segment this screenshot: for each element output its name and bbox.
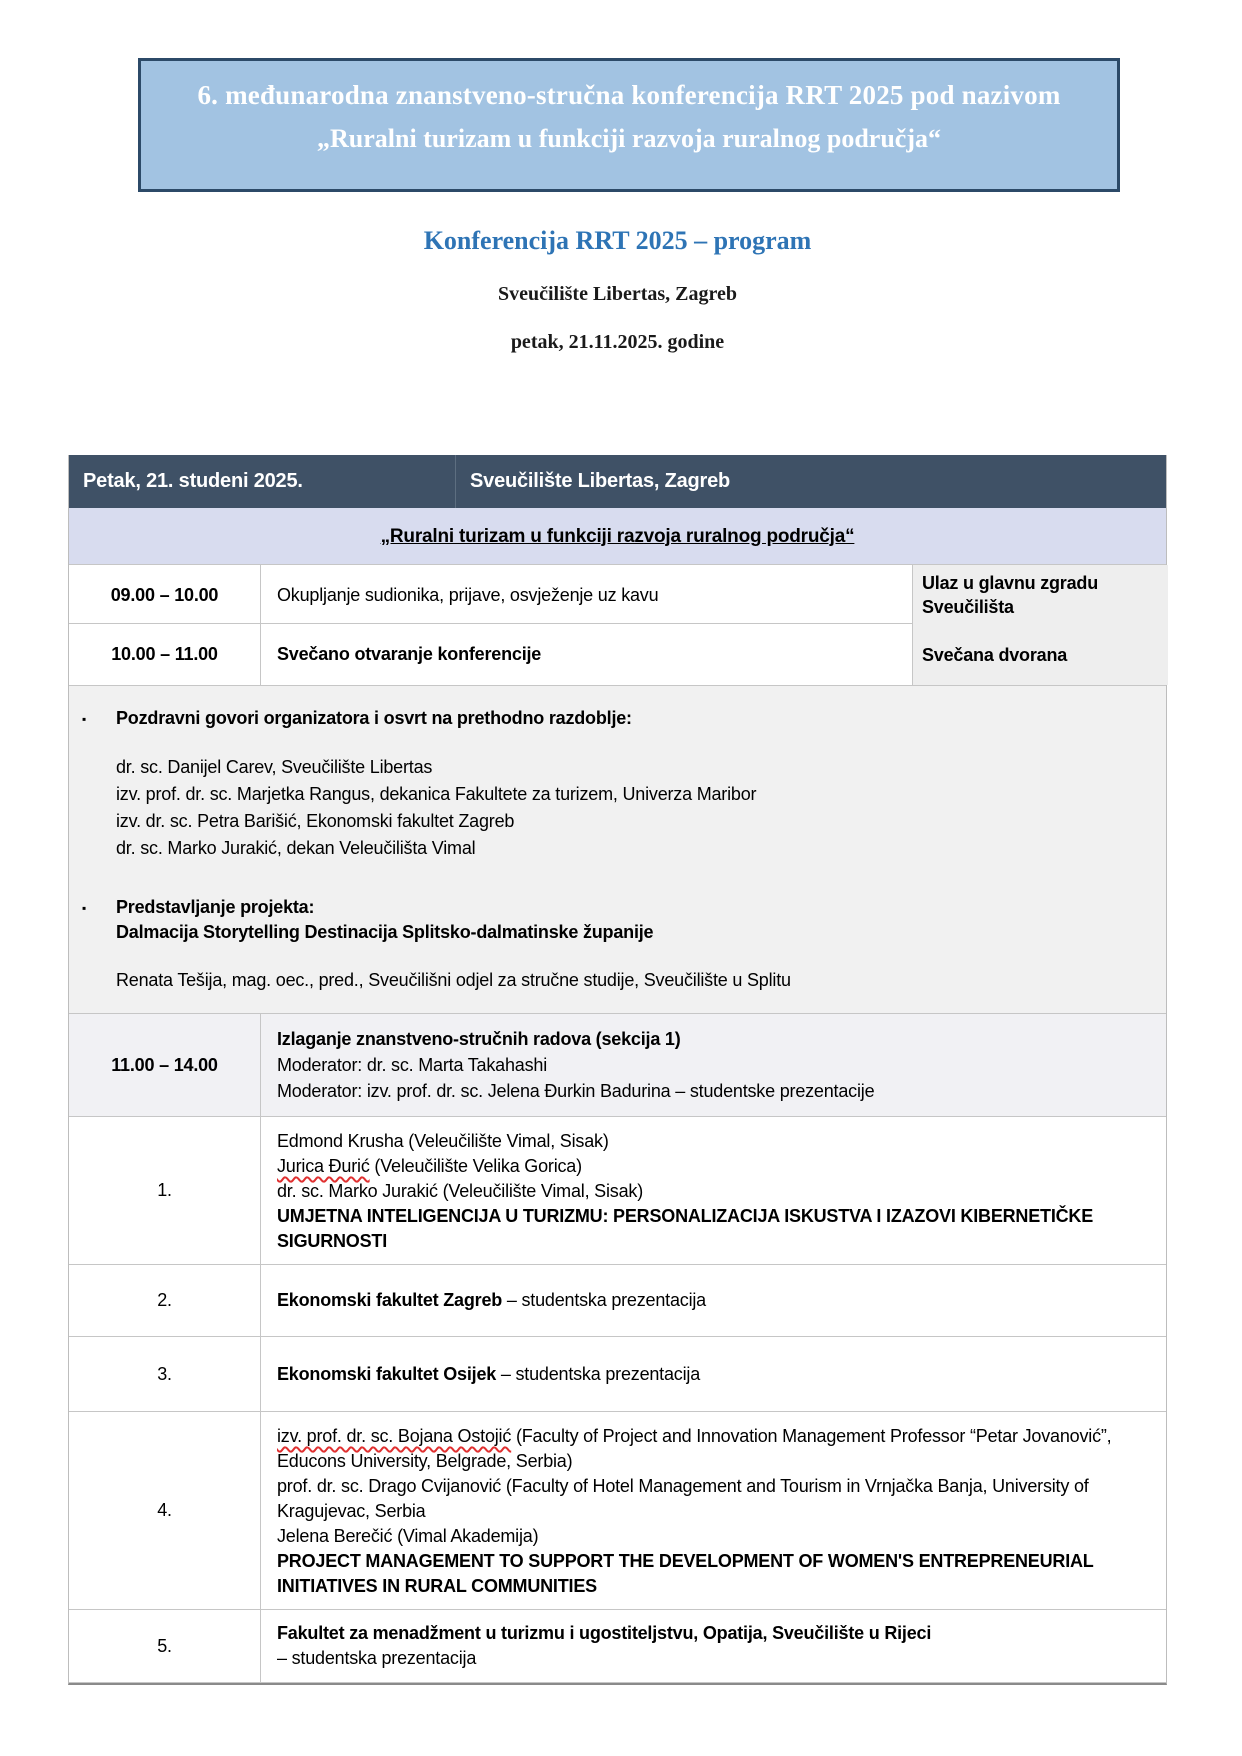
bullet-marker-icon: ▪ [82,901,87,915]
session-title: Izlaganje znanstveno-stručnih radova (sekcija 1) [277,1029,681,1049]
presentation-type: – studentska prezentacija [277,1648,477,1668]
faculty-name: Ekonomski fakultet Zagreb [277,1290,503,1310]
presentation-row-4 [69,1412,1166,1610]
activity-cell: Okupljanje sudionika, prijave, osvježenje uz kavu [261,565,913,625]
document-headings [68,226,1167,354]
program-title: Konferencija RRT 2025 – program [423,226,812,255]
presentation-details-cell [261,1412,1168,1609]
bullet-item-greetings [82,706,1152,731]
conference-subtitle: „Ruralni turizam u funkciji razvoja ruralnog područja“ [380,525,855,547]
banner-line-2: „Ruralni turizam u funkciji razvoja ruralnog područja“ [317,124,941,153]
presentation-details-cell [261,1610,1168,1682]
time-cell: 11.00 – 14.00 [69,1014,261,1116]
author-line: prof. dr. sc. Drago Cvijanović (Faculty of Hotel Management and Tourism in Vrnjačka Banja, University of Kragujevac, Serbia [277,1476,1089,1521]
conference-banner [138,58,1120,192]
table-header-row [69,455,1166,508]
session-details-cell [261,1014,1168,1116]
presentation-details-cell [261,1117,1168,1264]
project-presentation-title: Predstavljanje projekta: [116,897,315,917]
faculty-name: Ekonomski fakultet Osijek [277,1363,497,1384]
speaker-line: izv. dr. sc. Petra Barišić, Ekonomski fakultet Zagreb [116,811,515,831]
misspelled-name: izv. prof. dr. sc. Bojana Ostojić [277,1426,512,1446]
author-line [277,1154,1158,1179]
presentation-title: UMJETNA INTELIGENCIJA U TURIZMU: PERSONALIZACIJA ISKUSTVA I IZAZOVI KIBERNETIČKE SIGURNOSTI [277,1206,1094,1251]
author-line: dr. sc. Marko Jurakić (Veleučilište Vimal, Sisak) [277,1181,643,1201]
project-presenter-line: Renata Tešija, mag. oec., pred., Sveučilišni odjel za stručne studije, Sveučilište u Splitu [116,970,791,990]
author-line: Edmond Krusha (Veleučilište Vimal, Sisak) [277,1131,609,1151]
banner-line-1: 6. međunarodna znanstveno-stručna konferencija RRT 2025 pod nazivom [197,80,1061,110]
author-affiliation: (Faculty of Project and Innovation Management Professor “Petar Jovanović”, Educons University, Belgrade, Serbia) [277,1426,1112,1471]
author-line: Jelena Berečić (Vimal Akademija) [277,1526,539,1546]
presentation-row-2 [69,1265,1166,1337]
schedule-row-registration [69,565,1166,624]
project-name: Dalmacija Storytelling Destinacija Splitsko-dalmatinske županije [116,922,654,942]
time-cell: 09.00 – 10.00 [69,565,261,625]
time-cell: 10.00 – 11.00 [69,624,261,685]
date-subtitle: petak, 21.11.2025. godine [510,331,725,353]
schedule-row-opening [69,624,1166,686]
header-venue-cell: Sveučilište Libertas, Zagreb [470,470,731,492]
bullet-marker-icon: ▪ [82,712,87,726]
speaker-line: izv. prof. dr. sc. Marjetka Rangus, dekanica Fakultete za turizem, Univerza Maribor [116,784,757,804]
greetings-title: Pozdravni govori organizatora i osvrt na prethodno razdoblje: [116,708,632,728]
presentation-details-cell [261,1265,1168,1336]
session-moderator-2: Moderator: izv. prof. dr. sc. Jelena Đurkin Badurina – studentske prezentacije [277,1081,875,1101]
presentation-details-cell [261,1337,1168,1411]
session-row [69,1014,1166,1117]
venue-subtitle: Sveučilište Libertas, Zagreb [497,283,738,305]
presentation-title: PROJECT MANAGEMENT TO SUPPORT THE DEVELOPMENT OF WOMEN'S ENTREPRENEURIAL INITIATIVES IN RURAL COMMUNITIES [277,1551,1094,1596]
presentation-line [277,1362,1158,1387]
presentation-number: 5. [69,1610,261,1682]
presentation-type: – studentska prezentacija [502,1290,706,1310]
location-cell: Svečana dvorana [913,624,1168,685]
presentation-number: 4. [69,1412,261,1609]
speakers-list [116,754,1152,862]
author-affiliation: (Veleučilište Velika Gorica) [369,1156,582,1176]
presentation-row-3 [69,1337,1166,1412]
presentation-line [277,1288,1158,1313]
presentation-number: 3. [69,1337,261,1411]
location-cell: Ulaz u glavnu zgradu Sveučilišta [913,565,1168,625]
bullet-item-project [82,895,1152,945]
program-table [68,455,1167,1685]
speaker-line: dr. sc. Danijel Carev, Sveučilište Libertas [116,757,433,777]
presentation-row-5 [69,1610,1166,1683]
faculty-name: Fakultet za menadžment u turizmu i ugostiteljstvu, Opatija, Sveučilište u Rijeci [277,1623,932,1643]
presentation-type: – studentska prezentacija [496,1363,701,1384]
speaker-line: dr. sc. Marko Jurakić, dekan Veleučilišta Vimal [116,838,476,858]
author-line [277,1424,1158,1474]
presentation-row-1 [69,1117,1166,1265]
misspelled-name: Jurica Đurić [277,1156,370,1176]
project-title-block [116,895,653,945]
activity-cell: Svečano otvaranje konferencije [261,624,913,685]
presentation-number: 1. [69,1117,261,1264]
session-moderator-1: Moderator: dr. sc. Marta Takahashi [277,1055,547,1075]
subtitle-row [69,508,1166,565]
notes-row [69,686,1166,1014]
header-date-cell: Petak, 21. studeni 2025. [69,455,456,508]
presentation-number: 2. [69,1265,261,1336]
